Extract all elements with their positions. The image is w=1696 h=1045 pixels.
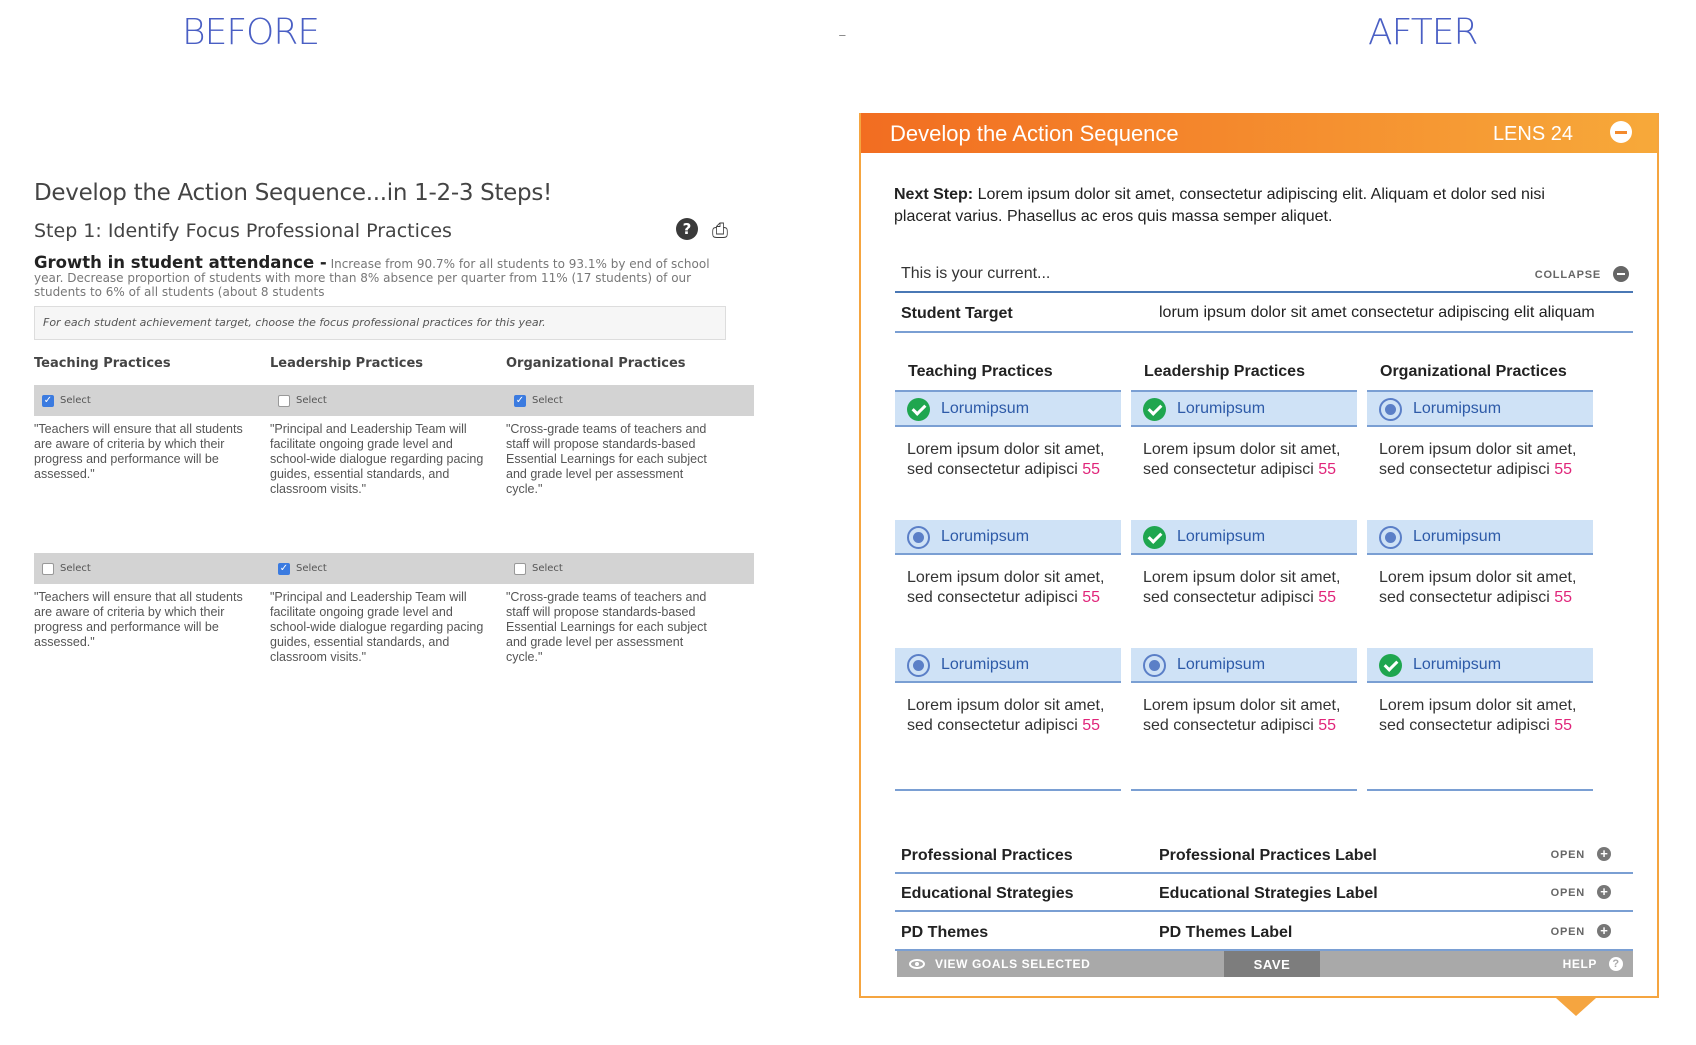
- select-label: Select: [60, 563, 91, 574]
- before-practice-texts: [34, 422, 758, 497]
- before-practice-texts: [34, 590, 758, 665]
- target-icon[interactable]: [1143, 654, 1166, 677]
- open-button[interactable]: OPEN: [1550, 887, 1585, 899]
- target-icon[interactable]: [907, 526, 930, 549]
- practice-column-title: Teaching Practices: [895, 355, 1121, 392]
- check-circle-icon[interactable]: [1143, 526, 1166, 549]
- open-row-value: PD Themes Label: [1159, 924, 1293, 941]
- open-row-label: Professional Practices: [901, 847, 1073, 864]
- open-row: [895, 874, 1633, 912]
- practice-item-number: 55: [1554, 589, 1573, 606]
- check-circle-icon[interactable]: [1379, 654, 1402, 677]
- before-goal: [34, 253, 734, 299]
- before-practice-text: "Principal and Leadership Team will facilitate ongoing grade level and school-wide dialogue regarding pacing guides, essential standards, and classroom visits.": [270, 590, 484, 664]
- practice-item[interactable]: [1131, 392, 1357, 427]
- open-row: [895, 913, 1633, 951]
- before-select-bar: [34, 553, 754, 584]
- panel-title: Develop the Action Sequence: [890, 121, 1179, 146]
- current-text: This is your current...: [901, 265, 1051, 282]
- minimize-icon[interactable]: [1610, 121, 1632, 143]
- practice-item-description: [1131, 683, 1357, 776]
- panel-header: [861, 113, 1657, 153]
- plus-circle-icon[interactable]: +: [1597, 924, 1611, 938]
- before-select-option[interactable]: [34, 395, 270, 407]
- view-goals-label: VIEW GOALS SELECTED: [935, 957, 1091, 971]
- select-label: Select: [532, 563, 563, 574]
- before-heading: BEFORE: [182, 12, 320, 53]
- before-step-label: Step 1: Identify Focus Professional Practices: [34, 220, 452, 242]
- practice-item-number: 55: [1082, 717, 1101, 734]
- before-practice-row: [34, 385, 758, 497]
- practice-item-description: [895, 683, 1121, 776]
- practice-column-title: Organizational Practices: [1367, 355, 1593, 392]
- practice-item-label: Lorumipsum: [941, 400, 1030, 417]
- before-goal-title: Growth in student attendance -: [34, 253, 327, 272]
- before-practice-text: "Cross-grade teams of teachers and staff will propose standards-based Essential Learnings for each subject and grade level per assessment cycle.": [506, 422, 707, 496]
- practice-item-desc-text: Lorem ipsum dolor sit amet, sed consectetur adipisci: [1379, 697, 1577, 734]
- practice-item-desc-text: Lorem ipsum dolor sit amet, sed consectetur adipisci: [1143, 697, 1341, 734]
- save-button[interactable]: SAVE: [1224, 951, 1320, 977]
- practice-column-divider: [895, 789, 1121, 791]
- before-rows: [34, 385, 758, 665]
- practice-item-number: 55: [1082, 589, 1101, 606]
- target-icon[interactable]: [1379, 398, 1402, 421]
- practice-item-description: [1367, 427, 1593, 520]
- practice-item-desc-text: Lorem ipsum dolor sit amet, sed consectetur adipisci: [1143, 569, 1341, 606]
- practice-item-number: 55: [1318, 717, 1337, 734]
- practice-item-label: Lorumipsum: [1413, 656, 1502, 673]
- collapse-icon[interactable]: [1613, 266, 1629, 282]
- select-checkbox[interactable]: ✓: [43, 394, 53, 406]
- before-select-option[interactable]: [506, 563, 742, 575]
- before-select-option[interactable]: [270, 563, 506, 575]
- help-button[interactable]: HELP: [1562, 957, 1597, 971]
- practice-item[interactable]: [1367, 520, 1593, 555]
- practice-item[interactable]: [1367, 648, 1593, 683]
- view-goals-button[interactable]: [897, 951, 1224, 977]
- practice-item[interactable]: [1131, 648, 1357, 683]
- help-icon[interactable]: ?: [676, 218, 698, 240]
- before-practice-text: "Cross-grade teams of teachers and staff will propose standards-based Essential Learnings for each subject and grade level per assessment cycle.": [506, 590, 707, 664]
- practice-column-divider: [1131, 789, 1357, 791]
- before-practice-text: "Teachers will ensure that all students are aware of criteria by which their progress and performance will be assessed.": [34, 422, 243, 481]
- before-step-icons: [676, 218, 732, 242]
- practice-item-label: Lorumipsum: [941, 528, 1030, 545]
- before-step-title: [34, 220, 758, 242]
- heading-separator: -: [838, 20, 846, 48]
- practice-column: [1131, 355, 1357, 791]
- open-button[interactable]: OPEN: [1550, 926, 1585, 938]
- before-practice-text: "Principal and Leadership Team will facilitate ongoing grade level and school-wide dialogue regarding pacing guides, essential standards, and classroom visits.": [270, 422, 484, 496]
- practice-item-description: [1367, 683, 1593, 776]
- practice-column-divider: [1367, 789, 1593, 791]
- practice-item-desc-text: Lorem ipsum dolor sit amet, sed consectetur adipisci: [907, 697, 1105, 734]
- lens-label: LENS 24: [1492, 123, 1573, 145]
- check-circle-icon[interactable]: [907, 398, 930, 421]
- practice-column: [895, 355, 1121, 791]
- practice-item-desc-text: Lorem ipsum dolor sit amet, sed consectetur adipisci: [907, 569, 1105, 606]
- before-select-option[interactable]: [506, 395, 742, 407]
- practice-item-desc-text: Lorem ipsum dolor sit amet, sed consectetur adipisci: [1379, 441, 1577, 478]
- before-practice-text: "Teachers will ensure that all students are aware of criteria by which their progress and performance will be assessed.": [34, 590, 243, 649]
- practice-item-number: 55: [1554, 717, 1573, 734]
- practice-item[interactable]: [895, 648, 1121, 683]
- practice-item-description: [895, 555, 1121, 648]
- select-checkbox[interactable]: [514, 563, 526, 575]
- practice-item-description: [895, 427, 1121, 520]
- practice-item-label: Lorumipsum: [1177, 528, 1266, 545]
- open-row-label: Educational Strategies: [901, 885, 1074, 902]
- next-step-text: Lorem ipsum dolor sit amet, consectetur adipiscing elit. Aliquam et dolor sed nisi placerat varius. Phasellus ac eros quis massa semper aliquet.: [894, 186, 1545, 225]
- target-icon[interactable]: [907, 654, 930, 677]
- practice-item-label: Lorumipsum: [1177, 400, 1266, 417]
- student-target-value: lorum ipsum dolor sit amet consectetur adipiscing elit aliquam: [1159, 304, 1595, 321]
- practice-item-number: 55: [1318, 461, 1337, 478]
- select-label: Select: [532, 395, 563, 406]
- open-row: [895, 836, 1633, 874]
- before-column-headers: [34, 356, 758, 371]
- plus-circle-icon[interactable]: +: [1597, 847, 1611, 861]
- student-target-label: Student Target: [901, 305, 1013, 322]
- practice-item-number: 55: [1554, 461, 1573, 478]
- student-target-row: [895, 293, 1633, 333]
- practice-item[interactable]: [895, 392, 1121, 427]
- select-label: Select: [60, 395, 91, 406]
- select-checkbox[interactable]: ✓: [515, 394, 525, 406]
- before-goal-text: Increase from 90.7% for all students to 93.1% by end of school year. Decrease proportion of students with more than 8% absence per quarter from 11% (17 students) of our students to 6% of all students (about 8 students: [34, 257, 710, 299]
- select-label: Select: [296, 395, 327, 406]
- practice-item[interactable]: [1131, 520, 1357, 555]
- help-icon[interactable]: ?: [1609, 957, 1623, 971]
- open-row-label: PD Themes: [901, 924, 989, 941]
- target-icon[interactable]: [1379, 526, 1402, 549]
- practice-item-label: Lorumipsum: [1177, 656, 1266, 673]
- practice-column: [1367, 355, 1593, 791]
- before-instruction: For each student achievement target, choose the focus professional practices for this year.: [34, 306, 726, 340]
- practice-item-desc-text: Lorem ipsum dolor sit amet, sed consectetur adipisci: [1143, 441, 1341, 478]
- plus-circle-icon[interactable]: +: [1597, 885, 1611, 899]
- practice-column-title: Leadership Practices: [1131, 355, 1357, 392]
- open-button[interactable]: OPEN: [1550, 849, 1585, 861]
- practice-item-desc-text: Lorem ipsum dolor sit amet, sed consectetur adipisci: [1379, 569, 1577, 606]
- before-col-leadership: Leadership Practices: [270, 356, 424, 371]
- practice-item-label: Lorumipsum: [1413, 528, 1502, 545]
- practice-item-description: [1367, 555, 1593, 648]
- current-row: [895, 255, 1633, 293]
- practice-item[interactable]: [1367, 392, 1593, 427]
- before-col-organizational: Organizational Practices: [506, 356, 686, 371]
- before-practice-row: [34, 553, 758, 665]
- practice-item-desc-text: Lorem ipsum dolor sit amet, sed consectetur adipisci: [907, 441, 1105, 478]
- eye-icon: [909, 959, 925, 969]
- check-circle-icon[interactable]: [1143, 398, 1166, 421]
- next-step: [894, 184, 1594, 228]
- practice-item[interactable]: [895, 520, 1121, 555]
- practice-item-label: Lorumipsum: [1413, 400, 1502, 417]
- bottom-bar: [897, 951, 1633, 977]
- next-step-label: Next Step:: [894, 186, 974, 203]
- panel-pointer: [1556, 998, 1596, 1016]
- select-label: Select: [296, 563, 327, 574]
- practice-item-label: Lorumipsum: [941, 656, 1030, 673]
- practice-item-description: [1131, 427, 1357, 520]
- practice-item-number: 55: [1082, 461, 1101, 478]
- print-icon[interactable]: ⎙: [712, 218, 728, 242]
- after-panel: [859, 113, 1659, 998]
- open-row-value: Educational Strategies Label: [1159, 885, 1378, 902]
- open-row-value: Professional Practices Label: [1159, 847, 1377, 864]
- before-page-title: Develop the Action Sequence...in 1-2-3 Steps!: [34, 180, 552, 206]
- before-select-option[interactable]: [34, 563, 270, 575]
- before-col-teaching: Teaching Practices: [34, 356, 171, 371]
- before-select-bar: [34, 385, 754, 416]
- select-checkbox[interactable]: ✓: [279, 562, 289, 574]
- before-panel: [34, 180, 758, 665]
- before-select-option[interactable]: [270, 395, 506, 407]
- collapse-button[interactable]: COLLAPSE: [1534, 269, 1601, 281]
- after-heading: AFTER: [1368, 12, 1478, 53]
- practice-item-number: 55: [1318, 589, 1337, 606]
- practice-item-description: [1131, 555, 1357, 648]
- select-checkbox[interactable]: [278, 395, 290, 407]
- select-checkbox[interactable]: [42, 563, 54, 575]
